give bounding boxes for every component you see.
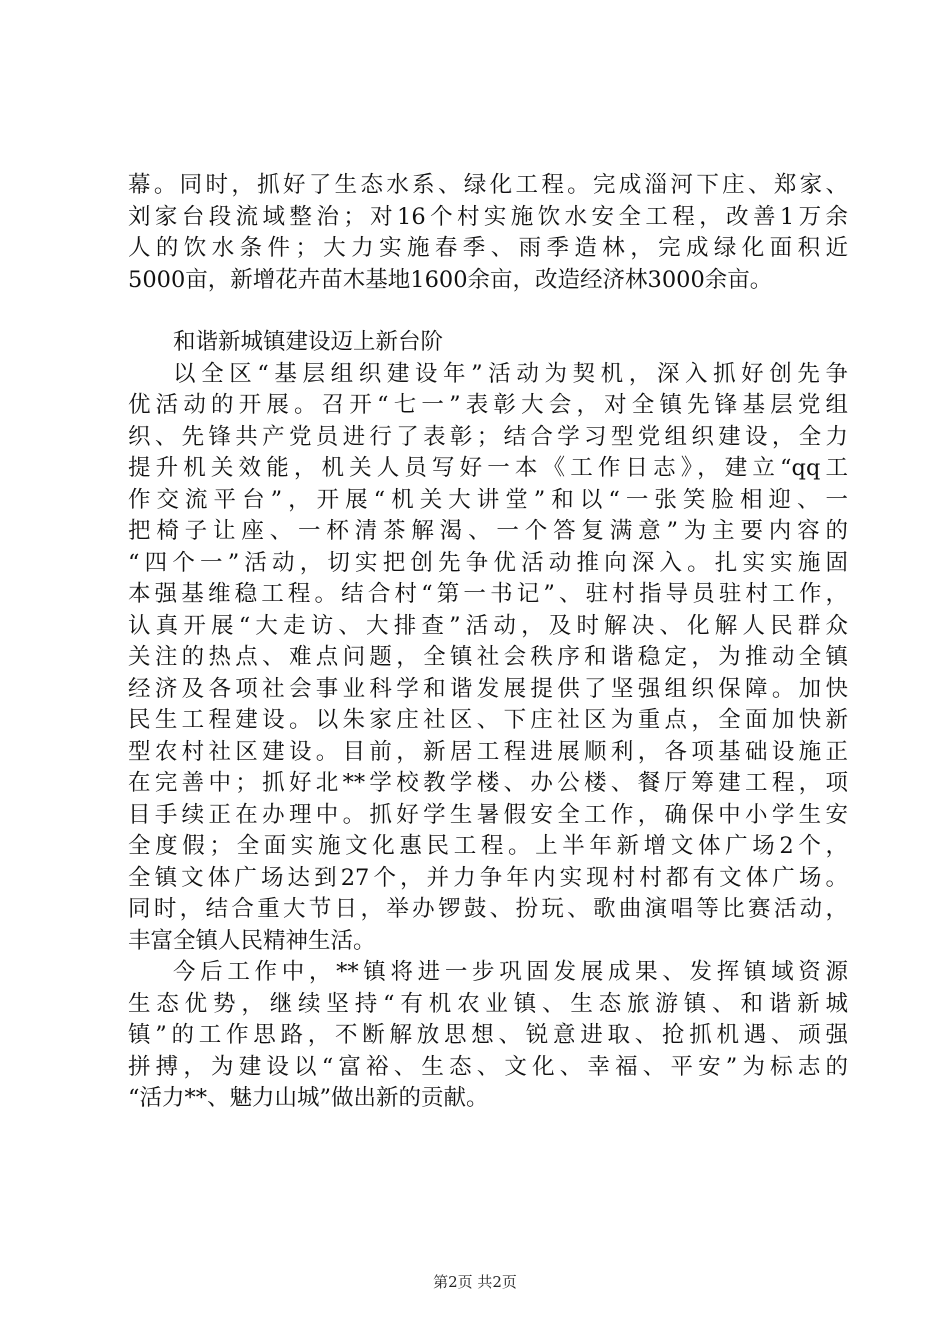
text-line: 民生工程建设。以朱家庄社区、下庄社区为重点，全面加快新 [128,707,848,733]
text-line: 全镇文体广场达到27个，并力争年内实现村村都有文体广场。 [128,864,848,891]
text-line: 以全区“基层组织建设年”活动为契机，深入抓好创先争 [173,360,848,387]
body-text [128,170,848,1115]
paragraph-gap [128,296,848,327]
page-footer: 第2页 共2页 [433,1273,517,1291]
text-line: 全度假；全面实施文化惠民工程。上半年新增文体广场2个， [128,833,848,859]
text-line: 织、先锋共产党员进行了表彰；结合学习型党组织建设，全力 [128,423,848,450]
paragraph-harmonious-town [128,359,848,958]
text-line: 本强基维稳工程。结合村“第一书记”、驻村指导员驻村工作， [128,581,848,607]
text-line: 在完善中；抓好北**学校教学楼、办公楼、餐厅筹建工程，项 [128,770,848,796]
text-line: 刘家台段流域整治；对16个村实施饮水安全工程，改善1万余 [128,203,848,230]
text-line: 把椅子让座、一杯清茶解渴、一个答复满意”为主要内容的 [128,518,848,544]
text-line: 5000亩，新增花卉苗木基地1600余亩，改造经济林3000余亩。 [128,266,773,293]
text-line: 关注的热点、难点问题，全镇社会秩序和谐稳定，为推动全镇 [128,644,848,670]
paragraph-ecology [128,170,848,296]
text-line: 今后工作中，**镇将进一步巩固发展成果、发挥镇域资源 [173,959,848,985]
text-line: 目手续正在办理中。抓好学生暑假安全工作，确保中小学生安 [128,801,848,828]
text-line: 人的饮水条件；大力实施春季、雨季造林，完成绿化面积近 [128,235,848,261]
section-heading: 和谐新城镇建设迈上新台阶 [173,329,444,355]
text-line: 经济及各项社会事业科学和谐发展提供了坚强组织保障。加快 [128,675,848,702]
text-line: 丰富全镇人民精神生活。 [128,927,376,954]
text-line: 同时，结合重大节日，举办锣鼓、扮玩、歌曲演唱等比赛活动， [128,896,848,922]
text-line: “四个一”活动，切实把创先争优活动推向深入。扎实实施固 [128,549,848,576]
text-line: 认真开展“大走访、大排查”活动，及时解决、化解人民群众 [128,612,848,639]
text-line: 生态优势，继续坚持“有机农业镇、生态旅游镇、和谐新城 [128,990,848,1017]
text-line: 提升机关效能，机关人员写好一本《工作日志》，建立“qq工 [128,455,848,481]
text-line: 镇”的工作思路，不断解放思想、锐意进取、抢抓机遇、顽强 [128,1022,848,1048]
text-line: 拼搏，为建设以“富裕、生态、文化、幸福、平安”为标志的 [128,1053,848,1080]
text-line: 作交流平台”，开展“机关大讲堂”和以“一张笑脸相迎、一 [128,486,848,513]
text-line: 幕。同时，抓好了生态水系、绿化工程。完成淄河下庄、郑家、 [128,172,848,198]
text-line: “活力**、魅力山城”做出新的贡献。 [128,1085,489,1111]
text-line: 优活动的开展。召开“七一”表彰大会，对全镇先锋基层党组 [128,392,848,418]
text-line: 型农村社区建设。目前，新居工程进展顺利，各项基础设施正 [128,738,848,765]
paragraph-future-work [128,957,848,1115]
